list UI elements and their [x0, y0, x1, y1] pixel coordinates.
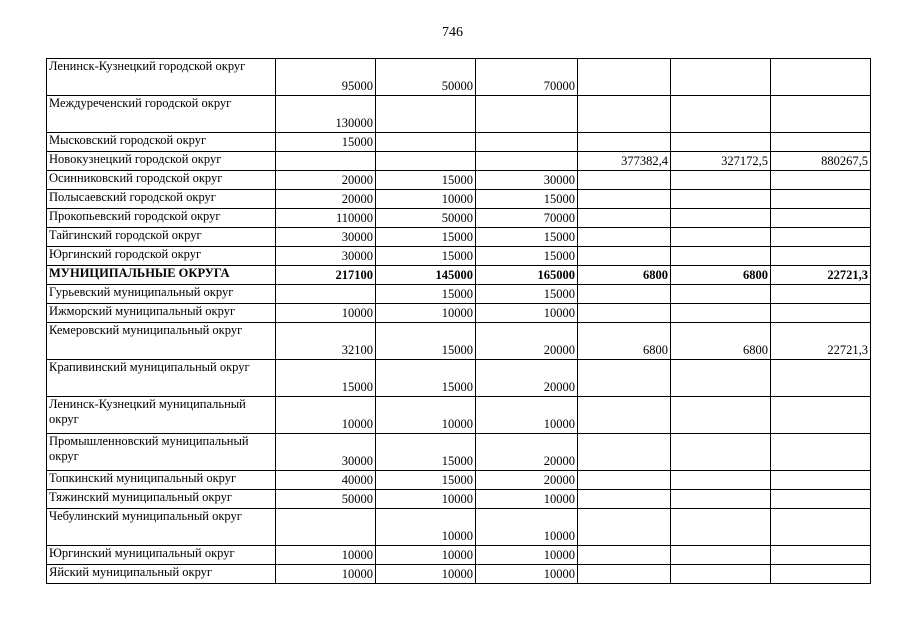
value-cell	[771, 490, 871, 509]
value-cell	[771, 190, 871, 209]
row-name-cell: МУНИЦИПАЛЬНЫЕ ОКРУГА	[47, 266, 276, 285]
value-cell: 10000	[376, 490, 476, 509]
value-cell	[671, 209, 771, 228]
value-cell: 15000	[376, 360, 476, 397]
value-cell	[276, 285, 376, 304]
value-cell	[476, 133, 578, 152]
value-cell	[276, 509, 376, 546]
table-row	[47, 471, 871, 490]
value-cell	[671, 190, 771, 209]
value-cell	[578, 171, 671, 190]
row-name-cell: Ленинск-Кузнецкий городской округ	[47, 59, 276, 96]
value-cell: 145000	[376, 266, 476, 285]
value-cell	[476, 96, 578, 133]
value-cell: 15000	[376, 171, 476, 190]
value-cell: 6800	[578, 266, 671, 285]
table-row	[47, 247, 871, 266]
value-cell	[578, 285, 671, 304]
value-cell	[771, 133, 871, 152]
row-name-cell: Топкинский муниципальный округ	[47, 471, 276, 490]
row-name-cell: Междуреченский городской округ	[47, 96, 276, 133]
value-cell: 20000	[476, 434, 578, 471]
value-cell: 10000	[476, 490, 578, 509]
value-cell: 110000	[276, 209, 376, 228]
row-name-cell: Ижморский муниципальный округ	[47, 304, 276, 323]
row-name-cell: Мысковский городской округ	[47, 133, 276, 152]
value-cell: 10000	[276, 304, 376, 323]
row-name-cell: Юргинский муниципальный округ	[47, 546, 276, 565]
table-row	[47, 323, 871, 360]
table-row-section-header	[47, 266, 871, 285]
value-cell	[578, 209, 671, 228]
value-cell: 6800	[671, 266, 771, 285]
value-cell: 20000	[476, 360, 578, 397]
value-cell: 22721,3	[771, 266, 871, 285]
value-cell	[578, 565, 671, 584]
value-cell: 165000	[476, 266, 578, 285]
value-cell	[671, 171, 771, 190]
row-name-cell: Тайгинский городской округ	[47, 228, 276, 247]
value-cell	[771, 546, 871, 565]
value-cell	[578, 59, 671, 96]
value-cell: 10000	[476, 546, 578, 565]
row-name-cell: Прокопьевский городской округ	[47, 209, 276, 228]
value-cell	[376, 152, 476, 171]
table-row	[47, 360, 871, 397]
value-cell: 880267,5	[771, 152, 871, 171]
value-cell: 15000	[376, 247, 476, 266]
value-cell	[771, 397, 871, 434]
value-cell	[578, 304, 671, 323]
value-cell	[671, 397, 771, 434]
table-row	[47, 96, 871, 133]
value-cell	[671, 285, 771, 304]
value-cell	[578, 360, 671, 397]
value-cell	[276, 152, 376, 171]
value-cell	[671, 133, 771, 152]
value-cell	[578, 471, 671, 490]
value-cell: 10000	[376, 565, 476, 584]
value-cell: 20000	[276, 171, 376, 190]
value-cell: 15000	[376, 285, 476, 304]
value-cell: 70000	[476, 209, 578, 228]
value-cell	[771, 471, 871, 490]
row-name-cell: Промышленновский муниципальный округ	[47, 434, 276, 471]
value-cell	[671, 434, 771, 471]
row-name-cell: Кемеровский муниципальный округ	[47, 323, 276, 360]
value-cell: 15000	[376, 228, 476, 247]
value-cell	[671, 546, 771, 565]
value-cell: 10000	[476, 565, 578, 584]
value-cell	[771, 434, 871, 471]
value-cell: 22721,3	[771, 323, 871, 360]
value-cell	[671, 247, 771, 266]
value-cell: 70000	[476, 59, 578, 96]
table-row	[47, 546, 871, 565]
value-cell	[671, 490, 771, 509]
value-cell	[771, 96, 871, 133]
value-cell	[671, 565, 771, 584]
value-cell	[671, 96, 771, 133]
value-cell: 20000	[276, 190, 376, 209]
value-cell: 10000	[376, 509, 476, 546]
value-cell: 15000	[476, 247, 578, 266]
table-row	[47, 171, 871, 190]
value-cell: 20000	[476, 323, 578, 360]
value-cell: 15000	[476, 228, 578, 247]
row-name-cell: Ленинск-Кузнецкий муниципальный округ	[47, 397, 276, 434]
row-name-cell: Тяжинский муниципальный округ	[47, 490, 276, 509]
value-cell	[578, 228, 671, 247]
value-cell	[771, 247, 871, 266]
page-number: 746	[442, 25, 463, 40]
table-row	[47, 397, 871, 434]
value-cell: 377382,4	[578, 152, 671, 171]
value-cell	[771, 360, 871, 397]
value-cell: 10000	[476, 509, 578, 546]
value-cell: 50000	[376, 209, 476, 228]
value-cell: 10000	[476, 397, 578, 434]
value-cell	[578, 190, 671, 209]
value-cell: 50000	[376, 59, 476, 96]
value-cell: 32100	[276, 323, 376, 360]
value-cell: 15000	[376, 323, 476, 360]
table-row	[47, 152, 871, 171]
value-cell: 15000	[276, 360, 376, 397]
table-row	[47, 228, 871, 247]
table-row	[47, 285, 871, 304]
value-cell	[578, 434, 671, 471]
value-cell	[771, 565, 871, 584]
row-name-cell: Крапивинский муниципальный округ	[47, 360, 276, 397]
value-cell	[771, 509, 871, 546]
value-cell	[578, 397, 671, 434]
table-row	[47, 509, 871, 546]
value-cell: 10000	[476, 304, 578, 323]
value-cell: 10000	[276, 565, 376, 584]
value-cell: 15000	[476, 190, 578, 209]
value-cell: 30000	[276, 434, 376, 471]
value-cell	[671, 360, 771, 397]
row-name-cell: Осинниковский городской округ	[47, 171, 276, 190]
table-row	[47, 434, 871, 471]
value-cell	[771, 59, 871, 96]
value-cell: 15000	[376, 434, 476, 471]
table-row	[47, 59, 871, 96]
value-cell: 10000	[276, 397, 376, 434]
value-cell	[476, 152, 578, 171]
value-cell	[771, 228, 871, 247]
value-cell	[578, 96, 671, 133]
value-cell: 50000	[276, 490, 376, 509]
table-row	[47, 209, 871, 228]
value-cell: 15000	[276, 133, 376, 152]
value-cell	[578, 133, 671, 152]
row-name-cell: Полысаевский городской округ	[47, 190, 276, 209]
value-cell: 15000	[476, 285, 578, 304]
value-cell: 10000	[376, 397, 476, 434]
table-row	[47, 490, 871, 509]
value-cell	[771, 304, 871, 323]
table-row	[47, 190, 871, 209]
value-cell: 40000	[276, 471, 376, 490]
value-cell: 10000	[376, 190, 476, 209]
value-cell	[671, 59, 771, 96]
value-cell	[578, 546, 671, 565]
value-cell	[671, 228, 771, 247]
row-name-cell: Юргинский городской округ	[47, 247, 276, 266]
table-row	[47, 304, 871, 323]
value-cell: 30000	[276, 247, 376, 266]
value-cell	[771, 285, 871, 304]
value-cell	[376, 133, 476, 152]
value-cell: 95000	[276, 59, 376, 96]
table-row	[47, 565, 871, 584]
value-cell	[671, 509, 771, 546]
row-name-cell: Чебулинский муниципальный округ	[47, 509, 276, 546]
value-cell	[771, 209, 871, 228]
value-cell: 6800	[671, 323, 771, 360]
value-cell: 30000	[276, 228, 376, 247]
value-cell	[671, 471, 771, 490]
row-name-cell: Новокузнецкий городской округ	[47, 152, 276, 171]
value-cell	[771, 171, 871, 190]
row-name-cell: Гурьевский муниципальный округ	[47, 285, 276, 304]
value-cell	[578, 490, 671, 509]
value-cell: 327172,5	[671, 152, 771, 171]
value-cell: 217100	[276, 266, 376, 285]
value-cell: 15000	[376, 471, 476, 490]
data-table	[46, 58, 871, 584]
value-cell	[376, 96, 476, 133]
value-cell: 10000	[376, 546, 476, 565]
value-cell: 130000	[276, 96, 376, 133]
table-row	[47, 133, 871, 152]
value-cell: 6800	[578, 323, 671, 360]
value-cell	[671, 304, 771, 323]
value-cell: 10000	[276, 546, 376, 565]
value-cell	[578, 247, 671, 266]
value-cell: 10000	[376, 304, 476, 323]
value-cell	[578, 509, 671, 546]
value-cell: 30000	[476, 171, 578, 190]
value-cell: 20000	[476, 471, 578, 490]
row-name-cell: Яйский муниципальный округ	[47, 565, 276, 584]
